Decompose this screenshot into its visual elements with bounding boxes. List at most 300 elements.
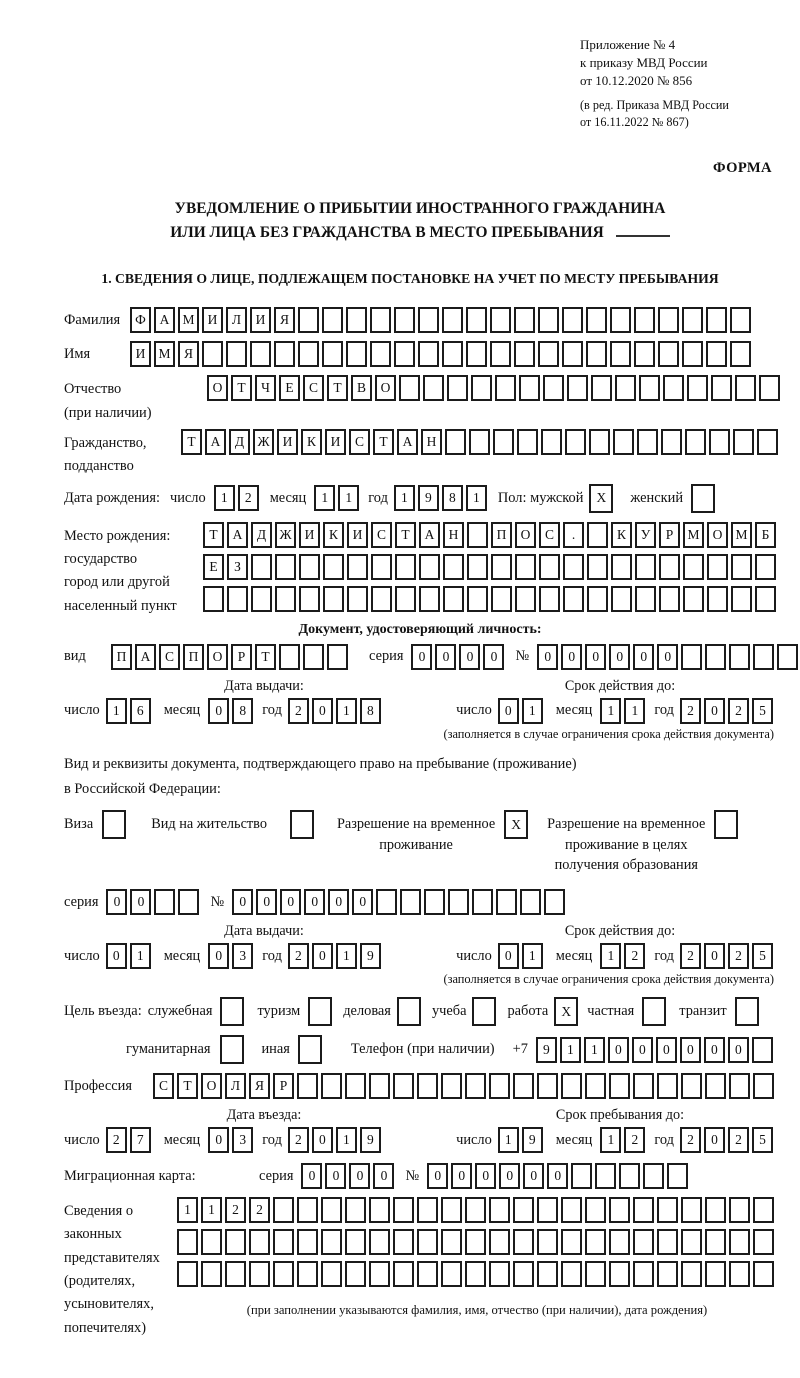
char-cell[interactable]	[667, 1163, 688, 1189]
char-cell[interactable]	[561, 1261, 582, 1287]
char-cell[interactable]	[442, 307, 463, 333]
char-cell[interactable]: 0	[312, 943, 333, 969]
char-cell[interactable]	[633, 1229, 654, 1255]
char-cell[interactable]: 1	[600, 1127, 621, 1153]
char-cell[interactable]	[681, 1261, 702, 1287]
char-cell[interactable]	[448, 889, 469, 915]
char-cell[interactable]: 1	[336, 1127, 357, 1153]
char-cell[interactable]	[394, 341, 415, 367]
char-cell[interactable]	[586, 341, 607, 367]
char-cell[interactable]	[609, 1197, 630, 1223]
char-cell[interactable]	[637, 429, 658, 455]
char-cell[interactable]	[610, 341, 631, 367]
char-cell[interactable]: 0	[704, 698, 725, 724]
char-cell[interactable]	[202, 341, 223, 367]
char-cell[interactable]	[177, 1229, 198, 1255]
char-cell[interactable]: 5	[752, 1127, 773, 1153]
char-cell[interactable]	[589, 429, 610, 455]
char-cell[interactable]	[465, 1229, 486, 1255]
char-cell[interactable]	[297, 1197, 318, 1223]
char-cell[interactable]	[682, 341, 703, 367]
char-cell[interactable]	[658, 341, 679, 367]
char-cell[interactable]	[659, 586, 680, 612]
char-cell[interactable]: 5	[752, 698, 773, 724]
char-cell[interactable]	[394, 307, 415, 333]
char-cell[interactable]: 9	[360, 943, 381, 969]
char-cell[interactable]	[585, 1197, 606, 1223]
char-cell[interactable]	[417, 1229, 438, 1255]
char-cell[interactable]: С	[159, 644, 180, 670]
char-cell[interactable]	[587, 554, 608, 580]
char-cell[interactable]	[274, 341, 295, 367]
char-cell[interactable]: 0	[312, 698, 333, 724]
char-cell[interactable]	[249, 1229, 270, 1255]
char-cell[interactable]: 3	[232, 943, 253, 969]
char-cell[interactable]: Ф	[130, 307, 151, 333]
char-cell[interactable]: 9	[360, 1127, 381, 1153]
char-cell[interactable]: 2	[680, 1127, 701, 1153]
char-cell[interactable]	[417, 1197, 438, 1223]
char-cell[interactable]	[273, 1261, 294, 1287]
char-cell[interactable]: К	[323, 522, 344, 548]
char-cell[interactable]: 8	[360, 698, 381, 724]
char-cell[interactable]	[615, 375, 636, 401]
char-cell[interactable]	[493, 429, 514, 455]
char-cell[interactable]	[633, 1197, 654, 1223]
char-cell[interactable]	[345, 1073, 366, 1099]
char-cell[interactable]: 0	[280, 889, 301, 915]
char-cell[interactable]	[376, 889, 397, 915]
char-cell[interactable]: И	[250, 307, 271, 333]
char-cell[interactable]	[347, 586, 368, 612]
char-cell[interactable]: Я	[274, 307, 295, 333]
char-cell[interactable]	[321, 1261, 342, 1287]
char-cell[interactable]: 0	[106, 943, 127, 969]
char-cell[interactable]: М	[731, 522, 752, 548]
char-cell[interactable]: 1	[314, 485, 335, 511]
char-cell[interactable]	[297, 1073, 318, 1099]
char-cell[interactable]	[399, 375, 420, 401]
char-cell[interactable]	[250, 341, 271, 367]
char-cell[interactable]: 9	[536, 1037, 557, 1063]
char-cell[interactable]: И	[325, 429, 346, 455]
char-cell[interactable]: 0	[373, 1163, 394, 1189]
char-cell[interactable]: 2	[680, 698, 701, 724]
char-cell[interactable]: 0	[106, 889, 127, 915]
char-cell[interactable]: 0	[498, 698, 519, 724]
char-cell[interactable]: 1	[600, 698, 621, 724]
char-cell[interactable]	[682, 307, 703, 333]
char-cell[interactable]: С	[153, 1073, 174, 1099]
char-cell[interactable]	[714, 810, 738, 839]
char-cell[interactable]	[273, 1197, 294, 1223]
char-cell[interactable]	[441, 1261, 462, 1287]
char-cell[interactable]	[445, 429, 466, 455]
char-cell[interactable]	[705, 1229, 726, 1255]
char-cell[interactable]	[465, 1261, 486, 1287]
char-cell[interactable]: И	[347, 522, 368, 548]
char-cell[interactable]	[709, 429, 730, 455]
char-cell[interactable]: 0	[704, 1037, 725, 1063]
char-cell[interactable]: Л	[225, 1073, 246, 1099]
char-cell[interactable]	[639, 375, 660, 401]
char-cell[interactable]	[562, 307, 583, 333]
char-cell[interactable]: 0	[427, 1163, 448, 1189]
char-cell[interactable]: 0	[459, 644, 480, 670]
char-cell[interactable]	[685, 429, 706, 455]
char-cell[interactable]	[707, 586, 728, 612]
char-cell[interactable]: 0	[499, 1163, 520, 1189]
char-cell[interactable]	[561, 1229, 582, 1255]
char-cell[interactable]	[489, 1073, 510, 1099]
char-cell[interactable]	[298, 341, 319, 367]
char-cell[interactable]	[538, 341, 559, 367]
char-cell[interactable]	[201, 1229, 222, 1255]
char-cell[interactable]: 0	[680, 1037, 701, 1063]
char-cell[interactable]	[683, 586, 704, 612]
char-cell[interactable]	[323, 554, 344, 580]
char-cell[interactable]	[308, 997, 332, 1026]
char-cell[interactable]	[611, 554, 632, 580]
char-cell[interactable]: 0	[349, 1163, 370, 1189]
char-cell[interactable]	[201, 1261, 222, 1287]
char-cell[interactable]	[544, 889, 565, 915]
char-cell[interactable]	[369, 1197, 390, 1223]
char-cell[interactable]	[393, 1261, 414, 1287]
char-cell[interactable]: А	[419, 522, 440, 548]
char-cell[interactable]	[369, 1261, 390, 1287]
char-cell[interactable]	[691, 484, 715, 513]
char-cell[interactable]: О	[207, 644, 228, 670]
char-cell[interactable]: Т	[177, 1073, 198, 1099]
char-cell[interactable]: 1	[106, 698, 127, 724]
char-cell[interactable]: 0	[325, 1163, 346, 1189]
char-cell[interactable]: 0	[328, 889, 349, 915]
char-cell[interactable]: К	[611, 522, 632, 548]
char-cell[interactable]: Т	[373, 429, 394, 455]
char-cell[interactable]	[322, 341, 343, 367]
char-cell[interactable]	[225, 1229, 246, 1255]
char-cell[interactable]	[370, 341, 391, 367]
char-cell[interactable]	[711, 375, 732, 401]
char-cell[interactable]	[417, 1261, 438, 1287]
char-cell[interactable]: М	[154, 341, 175, 367]
char-cell[interactable]	[561, 1197, 582, 1223]
char-cell[interactable]	[371, 586, 392, 612]
char-cell[interactable]	[735, 375, 756, 401]
char-cell[interactable]	[469, 429, 490, 455]
char-cell[interactable]: 0	[301, 1163, 322, 1189]
char-cell[interactable]: Т	[203, 522, 224, 548]
char-cell[interactable]: 0	[451, 1163, 472, 1189]
char-cell[interactable]	[371, 554, 392, 580]
char-cell[interactable]	[657, 1261, 678, 1287]
char-cell[interactable]: X	[554, 997, 578, 1026]
char-cell[interactable]: 1	[214, 485, 235, 511]
char-cell[interactable]	[729, 1229, 750, 1255]
char-cell[interactable]: 0	[561, 644, 582, 670]
char-cell[interactable]: 2	[288, 698, 309, 724]
char-cell[interactable]	[514, 341, 535, 367]
char-cell[interactable]	[369, 1229, 390, 1255]
char-cell[interactable]	[537, 1073, 558, 1099]
char-cell[interactable]: Р	[659, 522, 680, 548]
char-cell[interactable]	[273, 1229, 294, 1255]
char-cell[interactable]	[393, 1197, 414, 1223]
char-cell[interactable]	[323, 586, 344, 612]
char-cell[interactable]: 0	[208, 698, 229, 724]
char-cell[interactable]: 6	[130, 698, 151, 724]
char-cell[interactable]	[490, 341, 511, 367]
char-cell[interactable]	[321, 1073, 342, 1099]
char-cell[interactable]	[496, 889, 517, 915]
char-cell[interactable]	[513, 1073, 534, 1099]
char-cell[interactable]	[489, 1261, 510, 1287]
char-cell[interactable]: 8	[232, 698, 253, 724]
char-cell[interactable]	[729, 644, 750, 670]
char-cell[interactable]	[393, 1229, 414, 1255]
char-cell[interactable]	[613, 429, 634, 455]
char-cell[interactable]	[755, 554, 776, 580]
char-cell[interactable]: И	[130, 341, 151, 367]
char-cell[interactable]	[441, 1073, 462, 1099]
char-cell[interactable]	[635, 586, 656, 612]
char-cell[interactable]	[706, 341, 727, 367]
char-cell[interactable]	[251, 554, 272, 580]
char-cell[interactable]	[395, 586, 416, 612]
char-cell[interactable]: 0	[609, 644, 630, 670]
char-cell[interactable]	[203, 586, 224, 612]
char-cell[interactable]	[539, 554, 560, 580]
char-cell[interactable]	[471, 375, 492, 401]
char-cell[interactable]	[661, 429, 682, 455]
char-cell[interactable]: 0	[657, 644, 678, 670]
char-cell[interactable]	[729, 1073, 750, 1099]
char-cell[interactable]: 5	[752, 943, 773, 969]
char-cell[interactable]: А	[135, 644, 156, 670]
char-cell[interactable]	[220, 997, 244, 1026]
char-cell[interactable]	[707, 554, 728, 580]
char-cell[interactable]	[491, 554, 512, 580]
char-cell[interactable]: 0	[547, 1163, 568, 1189]
char-cell[interactable]	[346, 307, 367, 333]
char-cell[interactable]	[753, 1261, 774, 1287]
char-cell[interactable]	[345, 1229, 366, 1255]
char-cell[interactable]	[587, 586, 608, 612]
char-cell[interactable]: 0	[704, 1127, 725, 1153]
char-cell[interactable]	[495, 375, 516, 401]
char-cell[interactable]: 0	[312, 1127, 333, 1153]
char-cell[interactable]	[297, 1229, 318, 1255]
char-cell[interactable]	[513, 1197, 534, 1223]
char-cell[interactable]	[681, 1229, 702, 1255]
char-cell[interactable]: А	[205, 429, 226, 455]
char-cell[interactable]: О	[375, 375, 396, 401]
char-cell[interactable]: С	[303, 375, 324, 401]
char-cell[interactable]	[226, 341, 247, 367]
char-cell[interactable]	[657, 1197, 678, 1223]
char-cell[interactable]	[595, 1163, 616, 1189]
char-cell[interactable]: О	[207, 375, 228, 401]
char-cell[interactable]	[275, 554, 296, 580]
char-cell[interactable]	[755, 586, 776, 612]
char-cell[interactable]	[393, 1073, 414, 1099]
char-cell[interactable]: 1	[466, 485, 487, 511]
char-cell[interactable]: В	[351, 375, 372, 401]
char-cell[interactable]	[705, 1073, 726, 1099]
char-cell[interactable]: 0	[304, 889, 325, 915]
char-cell[interactable]	[657, 1229, 678, 1255]
char-cell[interactable]	[633, 1073, 654, 1099]
char-cell[interactable]: 1	[201, 1197, 222, 1223]
char-cell[interactable]	[491, 586, 512, 612]
char-cell[interactable]: 0	[704, 943, 725, 969]
char-cell[interactable]	[537, 1261, 558, 1287]
char-cell[interactable]	[177, 1261, 198, 1287]
char-cell[interactable]	[729, 1261, 750, 1287]
char-cell[interactable]: 1	[177, 1197, 198, 1223]
char-cell[interactable]	[298, 307, 319, 333]
char-cell[interactable]	[466, 307, 487, 333]
char-cell[interactable]: Д	[251, 522, 272, 548]
char-cell[interactable]	[519, 375, 540, 401]
char-cell[interactable]	[517, 429, 538, 455]
char-cell[interactable]	[681, 644, 702, 670]
char-cell[interactable]	[472, 997, 496, 1026]
char-cell[interactable]: 0	[633, 644, 654, 670]
char-cell[interactable]: 0	[208, 943, 229, 969]
char-cell[interactable]	[642, 997, 666, 1026]
char-cell[interactable]	[633, 1261, 654, 1287]
char-cell[interactable]: М	[178, 307, 199, 333]
char-cell[interactable]: 1	[336, 698, 357, 724]
char-cell[interactable]: Ч	[255, 375, 276, 401]
char-cell[interactable]: 1	[394, 485, 415, 511]
char-cell[interactable]	[154, 889, 175, 915]
char-cell[interactable]	[753, 1197, 774, 1223]
char-cell[interactable]: А	[227, 522, 248, 548]
char-cell[interactable]: 0	[256, 889, 277, 915]
char-cell[interactable]	[562, 341, 583, 367]
char-cell[interactable]	[279, 644, 300, 670]
char-cell[interactable]: О	[515, 522, 536, 548]
char-cell[interactable]: К	[301, 429, 322, 455]
char-cell[interactable]	[299, 586, 320, 612]
char-cell[interactable]	[586, 307, 607, 333]
char-cell[interactable]	[730, 307, 751, 333]
char-cell[interactable]	[610, 307, 631, 333]
char-cell[interactable]: С	[371, 522, 392, 548]
char-cell[interactable]: Ж	[275, 522, 296, 548]
char-cell[interactable]	[571, 1163, 592, 1189]
char-cell[interactable]	[706, 307, 727, 333]
char-cell[interactable]: С	[539, 522, 560, 548]
char-cell[interactable]	[467, 554, 488, 580]
char-cell[interactable]	[489, 1229, 510, 1255]
char-cell[interactable]	[443, 586, 464, 612]
char-cell[interactable]: 1	[522, 698, 543, 724]
char-cell[interactable]	[441, 1197, 462, 1223]
char-cell[interactable]: Т	[181, 429, 202, 455]
char-cell[interactable]: Д	[229, 429, 250, 455]
char-cell[interactable]	[345, 1197, 366, 1223]
char-cell[interactable]: 0	[608, 1037, 629, 1063]
char-cell[interactable]	[418, 307, 439, 333]
char-cell[interactable]	[299, 554, 320, 580]
char-cell[interactable]: Т	[395, 522, 416, 548]
char-cell[interactable]	[327, 644, 348, 670]
char-cell[interactable]	[752, 1037, 773, 1063]
char-cell[interactable]: 9	[522, 1127, 543, 1153]
char-cell[interactable]: 9	[418, 485, 439, 511]
char-cell[interactable]: Б	[755, 522, 776, 548]
char-cell[interactable]: 0	[498, 943, 519, 969]
char-cell[interactable]: З	[227, 554, 248, 580]
char-cell[interactable]: И	[202, 307, 223, 333]
char-cell[interactable]: 2	[728, 943, 749, 969]
char-cell[interactable]: Т	[327, 375, 348, 401]
char-cell[interactable]	[443, 554, 464, 580]
char-cell[interactable]	[513, 1229, 534, 1255]
char-cell[interactable]: 1	[560, 1037, 581, 1063]
char-cell[interactable]	[563, 554, 584, 580]
char-cell[interactable]	[541, 429, 562, 455]
char-cell[interactable]: 2	[249, 1197, 270, 1223]
char-cell[interactable]	[369, 1073, 390, 1099]
char-cell[interactable]: 0	[632, 1037, 653, 1063]
char-cell[interactable]	[345, 1261, 366, 1287]
char-cell[interactable]	[587, 522, 608, 548]
char-cell[interactable]	[424, 889, 445, 915]
char-cell[interactable]	[609, 1261, 630, 1287]
char-cell[interactable]: 1	[584, 1037, 605, 1063]
char-cell[interactable]: 0	[656, 1037, 677, 1063]
char-cell[interactable]	[731, 554, 752, 580]
char-cell[interactable]: 0	[585, 644, 606, 670]
char-cell[interactable]: П	[491, 522, 512, 548]
char-cell[interactable]	[467, 522, 488, 548]
char-cell[interactable]	[465, 1073, 486, 1099]
char-cell[interactable]	[658, 307, 679, 333]
char-cell[interactable]	[321, 1197, 342, 1223]
char-cell[interactable]	[753, 1229, 774, 1255]
char-cell[interactable]	[634, 307, 655, 333]
char-cell[interactable]	[419, 586, 440, 612]
char-cell[interactable]: 2	[106, 1127, 127, 1153]
char-cell[interactable]: 0	[208, 1127, 229, 1153]
char-cell[interactable]	[730, 341, 751, 367]
char-cell[interactable]	[465, 1197, 486, 1223]
char-cell[interactable]	[585, 1229, 606, 1255]
char-cell[interactable]	[102, 810, 126, 839]
char-cell[interactable]: 0	[483, 644, 504, 670]
char-cell[interactable]	[249, 1261, 270, 1287]
char-cell[interactable]: 2	[624, 1127, 645, 1153]
char-cell[interactable]	[346, 341, 367, 367]
char-cell[interactable]	[423, 375, 444, 401]
char-cell[interactable]	[514, 307, 535, 333]
char-cell[interactable]	[520, 889, 541, 915]
char-cell[interactable]	[220, 1035, 244, 1064]
char-cell[interactable]	[635, 554, 656, 580]
char-cell[interactable]	[561, 1073, 582, 1099]
char-cell[interactable]	[395, 554, 416, 580]
char-cell[interactable]	[225, 1261, 246, 1287]
char-cell[interactable]: 1	[522, 943, 543, 969]
char-cell[interactable]	[321, 1229, 342, 1255]
char-cell[interactable]	[297, 1261, 318, 1287]
char-cell[interactable]	[227, 586, 248, 612]
